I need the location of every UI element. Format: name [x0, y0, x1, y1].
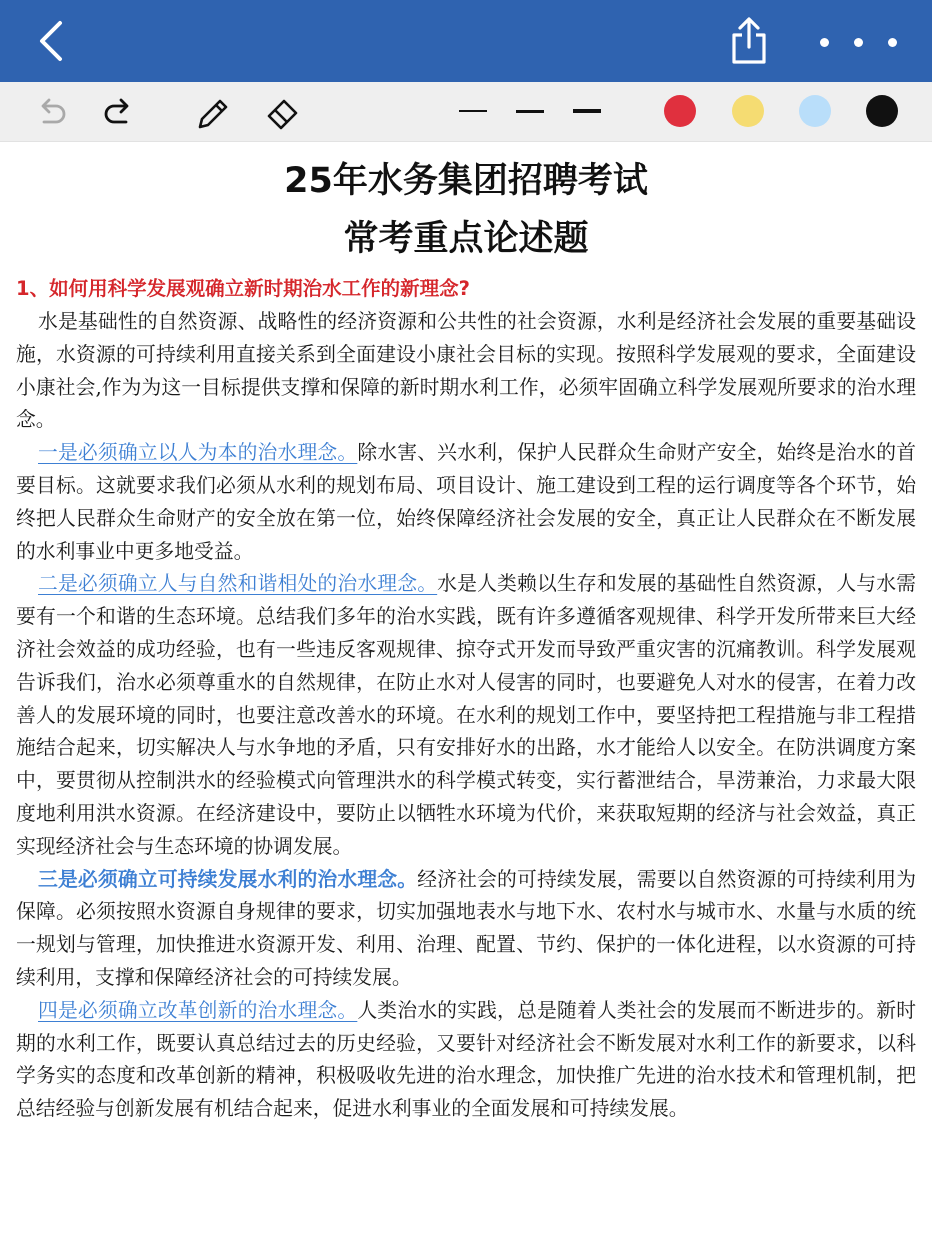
more-horizontal-icon	[820, 38, 829, 47]
more-dot	[854, 38, 863, 47]
undo-button[interactable]	[32, 94, 70, 132]
question-heading: 1、如何用科学发展观确立新时期治水工作的新理念?	[16, 277, 470, 300]
more-dot	[888, 38, 897, 47]
title-line-2: 常考重点论述题	[337, 216, 594, 262]
point-2-body: 水是人类赖以生存和发展的基础性自然资源，人与水需要有一个和谐的生态环境。总结我们多年的治水实践，既有许多遵循客观规律、科学开发所带来巨大经济社会效益的成功经验，也有一些违反客观规律、掠夺式开发而导致严重灾害的沉痛教训。科学发展观告诉我们，治水必须尊重水的自然规律，在防止水对人侵害的同时，也要避免人对水的侵害，在着力改善人的发展环境的同时，也要注意改善水的环境。在水利的规划工作中，要坚持把工程措施与非工程措施结合起来，切实解决人与水争地的矛盾，只有安排好水的出路，水才能给人以安全。在防洪调度方案中，要贯彻从控制洪水的经验模式向管理洪水的科学模式转变，实行蓄泄结合，旱涝兼治，力求最大限度地利用洪水资源。在经济建设中，要防止以牺牲水环境为代价，来获取短期的经济与社会效益，真正实现经济社会与生态环境的协调发展。	[16, 572, 916, 858]
chevron-left-icon	[28, 16, 76, 66]
point-2-heading: 二是必须确立人与自然和谐相处的治水理念。	[38, 572, 438, 596]
point-3-body: 经济社会的可持续发展，需要以自然资源的可持续利用为保障。必须按照水资源自身规律的要求，切实加强地表水与地下水、农村水与城市水、水量与水质的统一规划与管理，加快推进水资源开发、利用、治理、配置、节约、保护的一体化进程，以水资源的可持续利用，支撑和保障经济社会的可持续发展。	[16, 867, 916, 989]
stroke-thick-button[interactable]	[567, 82, 607, 142]
stroke-thin-line	[459, 110, 487, 112]
point-1-body: 除水害、兴水利，保护人民群众生命财产安全，始终是治水的首要目标。这就要求我们必须从水利的规划布局、项目设计、施工建设到工程的运行调度等各个环节，始终把人民群众生命财产的安全放在第一位，始终保障经济社会发展的安全，真正让人民群众在不断发展的水利事业中更多地受益。	[16, 441, 916, 563]
eraser-tool-button[interactable]	[264, 94, 302, 132]
stroke-thick-line	[573, 109, 601, 113]
point-3-paragraph	[16, 864, 916, 995]
document-title	[0, 150, 932, 262]
intro-paragraph: 水是基础性的自然资源、战略性的经济资源和公共性的社会资源，水利是经济社会发展的重要基础设施，水资源的可持续利用直接关系到全面建设小康社会目标的实现。按照科学发展观的要求，全面建设小康社会,作为为这一目标提供支撑和保障的新时期水利工作，必须牢固确立科学发展观所要求的治水理念。	[16, 310, 916, 432]
annotation-toolbar	[0, 82, 932, 142]
point-4-paragraph	[16, 995, 916, 1126]
color-light-blue-swatch[interactable]	[799, 95, 831, 127]
redo-icon	[100, 94, 138, 132]
point-4-heading: 四是必须确立改革创新的治水理念。	[38, 998, 358, 1022]
title-line-1: 25年水务集团招聘考试	[278, 158, 654, 204]
top-nav-bar	[0, 0, 932, 82]
color-black-swatch[interactable]	[866, 95, 898, 127]
more-options-button[interactable]	[812, 28, 904, 58]
pen-tool-button[interactable]	[194, 94, 232, 132]
redo-button[interactable]	[100, 94, 138, 132]
point-4-body: 人类治水的实践，总是随着人类社会的发展而不断进步的。新时期的水利工作，既要认真总结过去的历史经验，又要针对经济社会不断发展对水利工作的新要求，以科学务实的态度和改革创新的精神，积极吸收先进的治水理念，加快推广先进的治水技术和管理机制，把总结经验与创新发展有机结合起来，促进水利事业的全面发展和可持续发展。	[16, 998, 916, 1121]
stroke-thin-button[interactable]	[453, 82, 493, 142]
share-icon	[726, 14, 772, 68]
color-yellow-swatch[interactable]	[732, 95, 764, 127]
pencil-icon	[194, 94, 232, 132]
point-3-heading: 三是必须确立可持续发展水利的治水理念。	[38, 867, 418, 891]
undo-icon	[32, 94, 70, 132]
color-red-swatch[interactable]	[664, 95, 696, 127]
share-button[interactable]	[726, 14, 772, 68]
stroke-medium-line	[516, 110, 544, 113]
stroke-medium-button[interactable]	[510, 82, 550, 142]
point-1-heading: 一是必须确立以人为本的治水理念。	[38, 441, 358, 465]
document-body	[16, 272, 916, 1126]
back-button[interactable]	[28, 16, 76, 66]
point-1-paragraph	[16, 437, 916, 568]
eraser-icon	[264, 94, 302, 132]
point-2-paragraph	[16, 568, 916, 863]
